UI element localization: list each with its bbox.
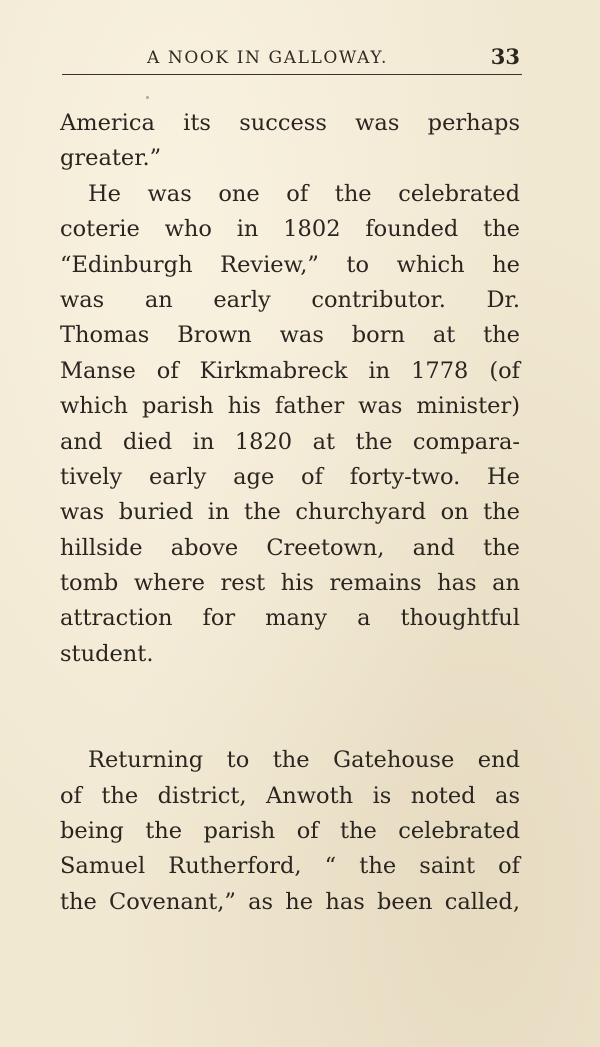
text-line: America its success was perhaps: [60, 110, 520, 136]
paragraph-3: [60, 743, 520, 920]
text-line: being the parish of the celebrated: [60, 818, 520, 845]
running-title: A NOOK IN GALLOWAY.: [147, 48, 388, 68]
text-line: Returning to the Gatehouse end: [88, 747, 520, 774]
text-line: greater.”: [60, 145, 162, 172]
text-line: He was one of the celebrated: [88, 180, 520, 207]
text-line: the Covenant,” as he has been called,: [60, 888, 520, 915]
paper-speck: [146, 96, 149, 99]
text-line: which parish his father was minister): [60, 393, 520, 420]
text-line: Thomas Brown was born at the: [60, 322, 520, 349]
text-line: tively early age of forty-two. He: [60, 463, 520, 490]
text-line: was buried in the churchyard on the: [60, 499, 520, 526]
running-head: [62, 40, 522, 75]
paragraph-2: [60, 177, 520, 672]
text-line: “Edinburgh Review,” to which he: [60, 251, 520, 278]
text-line: coterie who in 1802 founded the: [60, 216, 520, 243]
text-line: tomb where rest his remains has an: [60, 570, 520, 597]
section-break: [60, 672, 520, 743]
page-number: 33: [490, 44, 520, 69]
text-line: was an early contributor. Dr.: [60, 286, 520, 313]
text-line: Samuel Rutherford, “ the saint of: [60, 853, 520, 880]
text-line: attraction for many a thoughtful: [60, 605, 520, 632]
body-text: [60, 106, 520, 920]
text-line: of the district, Anwoth is noted as: [60, 782, 520, 809]
paragraph-1: [60, 106, 520, 177]
text-line: Manse of Kirkmabreck in 1778 (of: [60, 357, 520, 384]
text-line: hillside above Creetown, and the: [60, 534, 520, 561]
text-line: student.: [60, 640, 154, 667]
text-line: and died in 1820 at the compara-: [60, 428, 520, 455]
